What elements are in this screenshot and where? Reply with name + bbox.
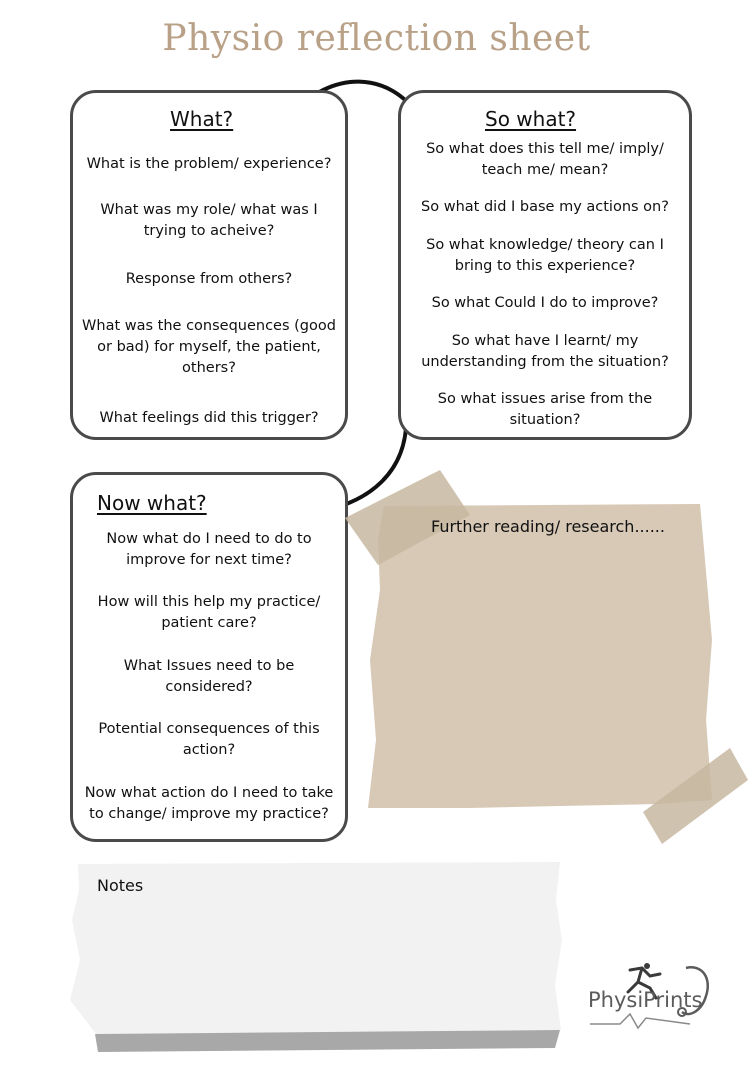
- notes-label: Notes: [97, 876, 144, 895]
- so-what-heading: So what?: [485, 107, 577, 131]
- physiprints-logo-text: PhysiPrints: [588, 988, 703, 1012]
- now-what-item: Now what action do I need to take to change/ improve my practice?: [84, 785, 334, 822]
- so-what-item: So what did I base my actions on?: [421, 199, 669, 215]
- what-item: What was my role/ what was I trying to acheive?: [100, 202, 318, 239]
- so-what-item: So what issues arise from the situation?: [437, 391, 653, 428]
- now-what-item: Now what do I need to do to improve for next time?: [106, 531, 312, 568]
- so-what-item: So what does this tell me/ imply/ teach me/ mean?: [426, 141, 664, 178]
- page-title: Physio reflection sheet: [162, 18, 591, 59]
- now-what-item: How will this help my practice/ patient care?: [97, 594, 321, 631]
- what-item: What was the consequences (good or bad) for myself, the patient, others?: [82, 318, 336, 376]
- so-what-item: So what knowledge/ theory can I bring to this experience?: [426, 237, 664, 274]
- now-what-item: Potential consequences of this action?: [98, 721, 320, 758]
- so-what-item: So what Could I do to improve?: [431, 295, 659, 311]
- now-what-item: What Issues need to be considered?: [123, 658, 295, 695]
- what-item: What is the problem/ experience?: [86, 156, 332, 172]
- what-item: Response from others?: [125, 271, 293, 287]
- what-heading: What?: [170, 107, 234, 131]
- so-what-item: So what have I learnt/ my understanding from the situation?: [421, 333, 669, 370]
- what-item: What feelings did this trigger?: [99, 410, 319, 426]
- further-reading-label: Further reading/ research......: [431, 517, 665, 536]
- now-what-heading: Now what?: [97, 491, 207, 515]
